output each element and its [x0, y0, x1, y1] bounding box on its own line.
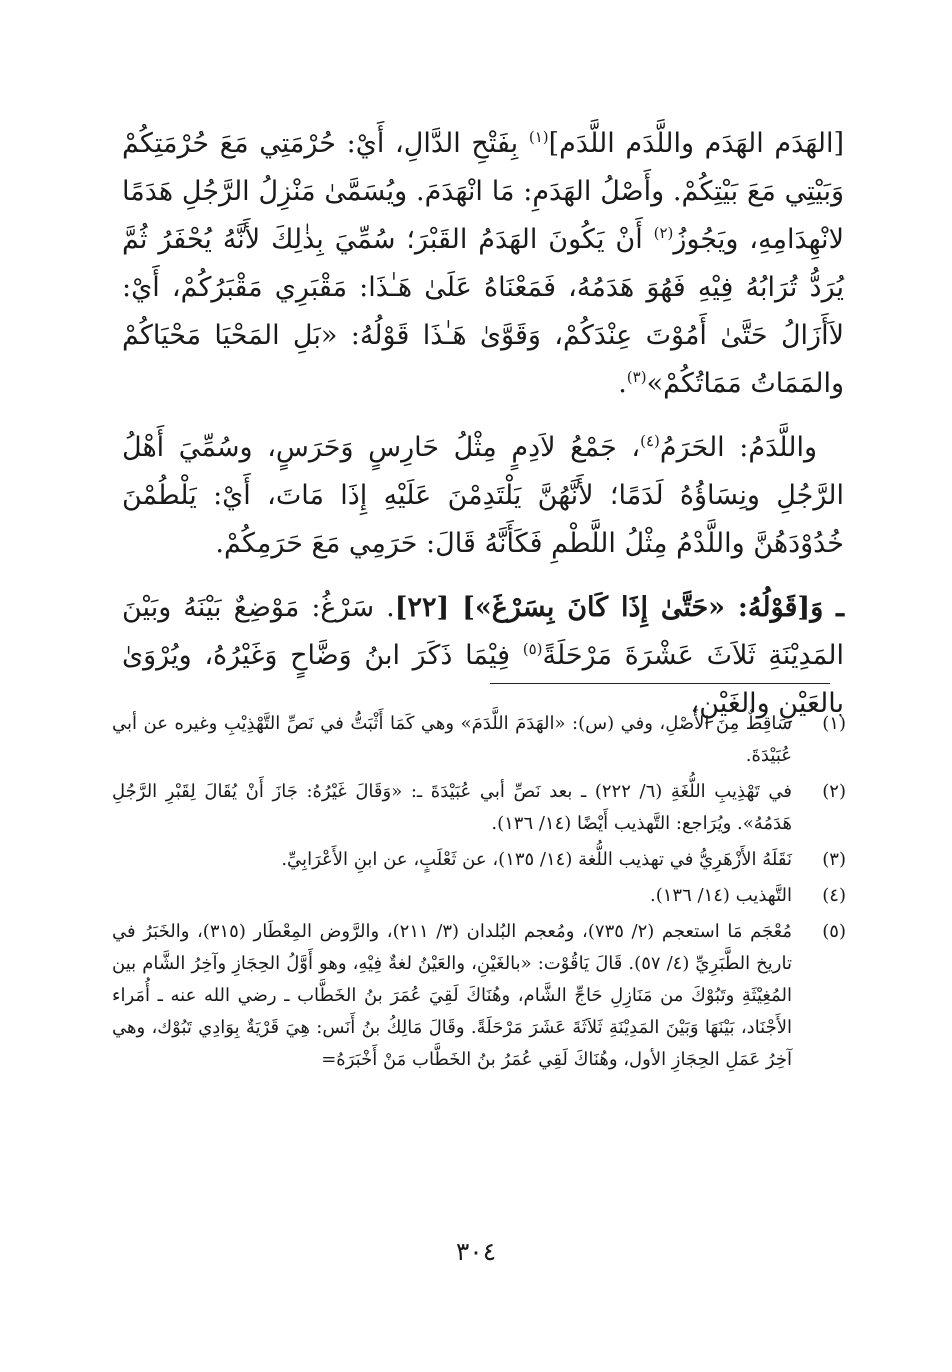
paragraph-3	[122, 584, 844, 728]
footnote-ref-5[interactable]: (٥)	[522, 640, 543, 658]
footnote-1	[112, 708, 846, 772]
footnote-text: نَقَلَهُ الأَزْهَرِيُّ في تهذيب اللُّغة (١٤/ ١٣٥)، عن ثَعْلَبٍ، عن ابنِ الأَعْرَابِيِّ.	[281, 849, 792, 870]
footnote-number: (٢)	[822, 781, 846, 802]
main-text	[122, 120, 844, 728]
footnote-divider	[490, 683, 830, 684]
footnote-2	[112, 776, 846, 840]
paragraph-1-end: .	[618, 368, 627, 399]
footnote-text: سَاقِطٌ مِنَ الأَصْلِ، وفي (س): «الهَدَمَ اللَّدَمَ» وهي كَمَا أَثْبَتُّ في نَصِّ التَّهْذِيْبِ وغيره عن أبي عُبَيْدَةَ.	[112, 713, 792, 766]
entry-heading: ـ وَ[قَوْلُهُ: «حَتَّىٰ إِذَا كَانَ بِسَرْغَ»] [٢٢]	[394, 592, 844, 623]
bracketed-heading: [الهَدَم الهَدَم واللَّدَم اللَّدَم]	[548, 128, 844, 159]
footnote-ref-2[interactable]: (٢)	[653, 224, 674, 242]
footnote-ref-3[interactable]: (٣)	[626, 368, 647, 386]
footnote-5	[112, 916, 846, 1076]
footnote-number: (١)	[822, 713, 846, 734]
paragraph-1	[122, 120, 844, 408]
footnote-text: التَّهذيب (١٤/ ١٣٦).	[650, 885, 792, 906]
footnote-ref-4[interactable]: (٤)	[640, 432, 660, 450]
paragraph-3-text-a: . سَرْغُ: مَوْضِعٌ بَيْنَهُ وبَيْنَ المَدِيْنَةِ ثَلاَثَ عَشْرَةَ مَرْحَلَةً	[122, 592, 844, 671]
footnote-4	[112, 880, 846, 912]
page-number: ٣٠٤	[455, 1237, 497, 1266]
paragraph-2-text-a: واللَّدَمُ: الحَرَمُ	[659, 432, 817, 463]
paragraph-1-text-a: بِفَتْحِ الدَّالِ، أَيْ: حُرْمَتِي مَعَ حُرْمَتِكُمْ وَبَيْتِي مَعَ بَيْتِكُمْ. وأَصْلُ الهَدَمِ: مَا انْهَدَمَ. ويُسَمَّىٰ مَنْزِلُ الرَّجُلِ هَدَمًا لانْهِدَامِهِ، ويَجُوزُ	[122, 128, 844, 255]
footnote-number: (٣)	[822, 849, 846, 870]
paragraph-3-text-b: فِيْمَا ذَكَرَ ابنُ وَضَّاحٍ وَغَيْرُهُ، ويُرْوَىٰ بالعَيْنِ والغَيْنِ،	[122, 640, 844, 719]
footnote-number: (٥)	[822, 921, 846, 942]
footnote-3	[112, 844, 846, 876]
footnote-ref-1[interactable]: (١)	[528, 128, 549, 146]
paragraph-2-text-b: ، جَمْعُ لاَدِمٍ مِثْلُ حَارِسٍ وَحَرَسٍ، وسُمِّيَ أَهْلُ الرَّجُلِ ونِسَاؤُهُ لَدَمًا؛ لأَنَّهُنَّ يَلْتَدِمْنَ عَلَيْهِ إِذَا مَاتَ، أَيْ: يَلْطُمْنَ خُدُوْدَهُنَّ واللَّدْمُ مِثْلُ اللَّطْمِ فَكَأَنَّهُ قَالَ: حَرَمِي مَعَ حَرَمِكُمْ.	[122, 432, 844, 559]
paragraph-2	[122, 424, 844, 568]
footnote-text: في تَهْذِيبِ اللُّغَةِ (٦/ ٢٢٢) ـ بعد نَصِّ أبي عُبَيْدَةَ ـ: «وَقَالَ غَيْرُهُ: جَازَ أَنْ يُقَالَ لِقَبْرِ الرَّجُلِ هَدَمُهُ». ويُرَاجع: التَّهذيب أَيْضًا (١٤/ ١٣٦).	[112, 781, 792, 834]
footnote-text: مُعْجَم مَا استعجم (٢/ ٧٣٥)، ومُعجم البُلدان (٣/ ٢١١)، والرَّوض المِعْطَار (٣١٥)، والخَبَرُ في تاريخ الطَّبَرِيِّ (٤/ ٥٧). قَالَ يَاقُوْت: «بالغَيْنِ، والعَيْنُ لغةٌ فِيْهِ، وهو أَوَّلُ الحِجَازِ وآخِرُ الشَّام بين المُغِيْثَةِ وتَبُوْكَ من مَنَازِلِ حَاجِّ الشَّام، وهُنَاكَ لَقِيَ عُمَرَ بنُ الخَطَّاب ـ رضي الله عنه ـ أُمَراء الأَجْنَاد، بَيْنَهَا وَبَيْنَ المَدِيْنَةِ ثَلاَثَةَ عَشَرَ مَرْحَلَةً. وقَالَ مَالِكُ بنُ أَنَس: هِيَ قَرْيَةٌ بِوَادِي تَبُوْك، وهي آخِرُ عَمَلِ الحِجَازِ الأول، وهُنَاكَ لَقِي عُمَرُ بنُ الخَطَّاب مَنْ أَخْبَرَهُ=	[112, 921, 792, 1070]
paragraph-1-text-b: أَنْ يَكُونَ الهَدَمُ القَبْرَ؛ سُمِّيَ بِذٰلِكَ لأَنَّهُ يُحْفَرُ ثُمَّ يُرَدُّ تُرَابُهُ فِيْهِ فَهُوَ هَدَمُهُ، فَمَعْنَاهُ عَلَىٰ هَـٰذَا: مَقْبَرِي مَقْبَرُكُمْ، أَيْ: لاَأَزَالُ حَتَّىٰ أَمُوْتَ عِنْدَكُمْ، وَقَوَّىٰ هَـٰذَا قَوْلُهُ: «بَلِ المَحْيَا مَحْيَاكُمْ والمَمَاتُ مَمَاتُكُمْ»	[122, 224, 844, 399]
footnotes	[112, 708, 846, 1080]
footnote-number: (٤)	[822, 885, 846, 906]
